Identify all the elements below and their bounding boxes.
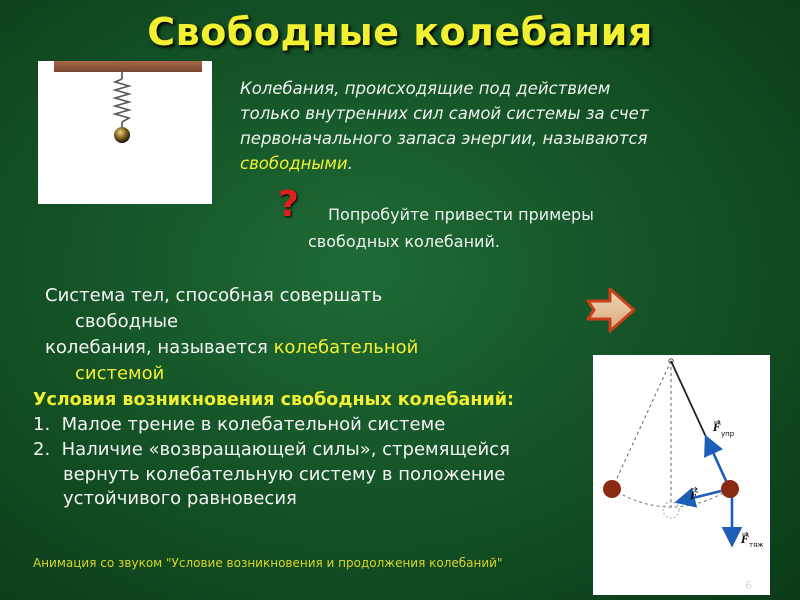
system-line-2: свободные xyxy=(75,311,179,333)
condition-text: Малое трение в колебательной системе xyxy=(61,414,446,435)
question-line-1: Попробуйте привести примеры xyxy=(328,205,594,224)
system-line-4-highlight: системой xyxy=(75,363,165,385)
system-line-3-highlight: колебательной xyxy=(273,337,419,359)
condition-number: 1. xyxy=(33,414,51,435)
spring-pendulum-image xyxy=(38,61,212,204)
definition-highlight: свободными xyxy=(240,154,348,174)
pendulum-diagram xyxy=(593,355,770,595)
conditions-title: Условия возникновения свободных колебаний: xyxy=(33,390,514,410)
system-line-3-prefix: колебания, называется xyxy=(45,337,274,359)
condition-text-cont: вернуть колебательную систему в положение xyxy=(63,463,506,485)
definition-line-1: Колебания, происходящие под действием xyxy=(240,79,611,98)
system-line-1: Система тел, способная совершать xyxy=(45,285,383,306)
condition-item-2 xyxy=(33,438,573,463)
condition-text: Наличие «возвращающей силы», стремящейся xyxy=(61,438,510,460)
force-gravity-label: F xyxy=(741,535,749,546)
slide-title: Свободные колебания xyxy=(147,10,653,54)
definition-line-3: первоначального запаса энергии, называются xyxy=(240,129,648,149)
force-elastic-sub: упр xyxy=(721,430,735,438)
question-mark-icon: ? xyxy=(278,184,299,225)
next-arrow-icon[interactable] xyxy=(582,285,638,339)
force-net-label: F xyxy=(690,491,698,502)
force-elastic-label: F xyxy=(713,423,721,434)
condition-item-1 xyxy=(33,413,573,438)
definition-text xyxy=(240,76,780,176)
system-definition xyxy=(45,283,565,387)
question-text xyxy=(308,202,688,256)
condition-number: 2. xyxy=(33,438,51,460)
force-gravity-sub: тяж xyxy=(749,541,764,549)
page-number: 6 xyxy=(745,579,752,592)
animation-caption: Анимация со звуком "Условие возникновения и продолжения колебаний" xyxy=(33,556,503,570)
definition-line-2: только внутренних сил самой системы за счет xyxy=(240,104,649,124)
question-line-2: свободных колебаний. xyxy=(308,231,500,251)
conditions-list xyxy=(33,413,573,512)
condition-text-cont: устойчивого равновесия xyxy=(63,488,297,510)
definition-tail: . xyxy=(347,154,353,174)
